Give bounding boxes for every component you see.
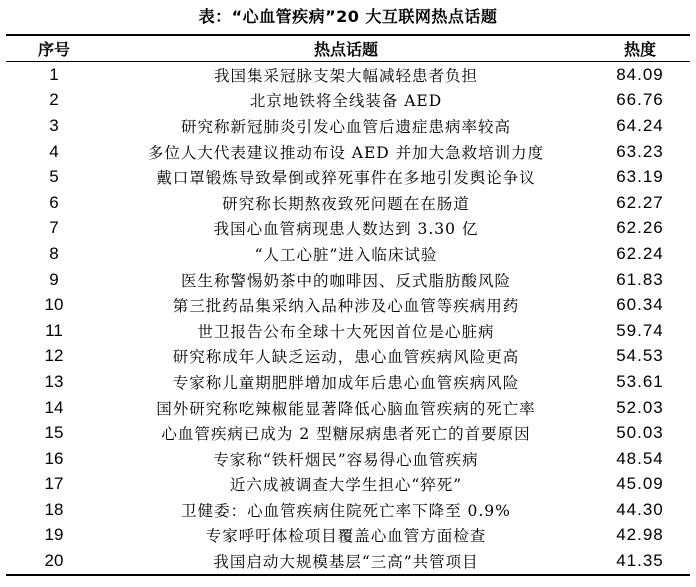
table-row — [6, 420, 690, 446]
row-index: 5 — [49, 167, 59, 187]
row-topic: 戴口罩锻炼导致晕倒或猝死事件在多地引发舆论争议 — [156, 169, 536, 188]
row-index: 15 — [44, 423, 64, 443]
table-row — [6, 548, 690, 575]
row-heat: 62.26 — [616, 218, 664, 238]
row-index: 9 — [49, 269, 59, 289]
row-topic: 专家称“铁杆烟民”容易得心血管疾病 — [213, 450, 479, 469]
row-index: 18 — [44, 499, 64, 519]
table-row — [6, 497, 690, 523]
row-heat: 48.54 — [616, 448, 664, 468]
row-heat: 45.09 — [616, 474, 664, 494]
row-index: 19 — [44, 525, 64, 545]
row-heat: 54.53 — [616, 346, 664, 366]
row-index: 6 — [49, 192, 59, 212]
row-index: 13 — [44, 371, 64, 391]
row-topic: 研究称长期熬夜致死问题在在肠道 — [222, 194, 470, 213]
row-heat: 62.27 — [616, 192, 664, 212]
row-topic: 专家呼吁体检项目覆盖心血管方面检查 — [205, 527, 487, 546]
row-heat: 42.98 — [616, 525, 664, 545]
row-heat: 66.76 — [616, 90, 664, 110]
column-header-heat: 热度 — [623, 40, 656, 59]
table-header — [6, 35, 690, 62]
table-row — [6, 164, 690, 190]
row-topic: “人工心脏”进入临床试验 — [254, 245, 438, 264]
table-row — [6, 446, 690, 472]
row-index: 12 — [44, 346, 64, 366]
row-topic: 卫健委：心血管疾病住院死亡率下降至 0.9% — [181, 501, 511, 520]
column-header-index: 序号 — [37, 40, 70, 59]
row-heat: 63.23 — [616, 141, 664, 161]
row-topic: 研究称成年人缺乏运动，患心血管疾病风险更高 — [172, 348, 520, 367]
row-heat: 84.09 — [616, 64, 664, 84]
row-topic: 医生称警惕奶茶中的咖啡因、反式脂肪酸风险 — [180, 271, 511, 290]
row-index: 10 — [44, 295, 64, 315]
row-index: 14 — [44, 397, 64, 417]
row-heat: 60.34 — [616, 295, 664, 315]
row-topic: 专家称儿童期肥胖增加成年后患心血管疾病风险 — [172, 373, 520, 392]
table-row — [6, 318, 690, 344]
row-heat: 62.24 — [616, 243, 664, 263]
row-heat: 44.30 — [616, 499, 664, 519]
table-row — [6, 88, 690, 114]
row-topic: 世卫报告公布全球十大死因首位是心脏病 — [197, 322, 495, 341]
table-row — [6, 369, 690, 395]
row-index: 17 — [44, 474, 64, 494]
row-heat: 52.03 — [616, 397, 664, 417]
table-title: 表：“心血管疾病”20 大互联网热点话题 — [198, 7, 498, 26]
row-index: 1 — [49, 64, 59, 84]
table-row — [6, 395, 690, 421]
row-topic: 近六成被调查大学生担心“猝死” — [229, 476, 463, 495]
table-row — [6, 472, 690, 498]
table-row — [6, 344, 690, 370]
row-index: 3 — [49, 115, 59, 135]
table-body — [6, 62, 690, 575]
row-index: 4 — [49, 141, 59, 161]
row-heat: 41.35 — [616, 551, 664, 571]
row-index: 7 — [49, 218, 59, 238]
table-row — [6, 139, 690, 165]
table-row — [6, 241, 690, 267]
table-row — [6, 216, 690, 242]
row-topic: 我国心血管病现患人数达到 3.30 亿 — [213, 220, 479, 239]
row-topic: 我国启动大规模基层“三高”共管项目 — [213, 553, 479, 572]
table-row — [6, 62, 690, 88]
table-row — [6, 523, 690, 549]
row-topic: 我国集采冠脉支架大幅减轻患者负担 — [213, 66, 478, 85]
row-topic: 国外研究称吃辣椒能显著降低心脑血管疾病的死亡率 — [156, 399, 536, 418]
table-row — [6, 113, 690, 139]
row-index: 8 — [49, 243, 59, 263]
row-heat: 61.83 — [616, 269, 664, 289]
row-topic: 多位人大代表建议推动布设 AED 并加大急救培训力度 — [147, 143, 545, 162]
row-topic: 北京地铁将全线装备 AED — [249, 92, 443, 111]
row-heat: 64.24 — [616, 115, 664, 135]
row-index: 2 — [49, 90, 59, 110]
header-row — [6, 35, 690, 62]
row-heat: 63.19 — [616, 167, 664, 187]
table-row — [6, 292, 690, 318]
row-index: 11 — [45, 320, 63, 340]
row-index: 20 — [44, 551, 64, 571]
row-topic: 心血管疾病已成为 2 型糖尿病患者死亡的首要原因 — [161, 425, 531, 444]
row-heat: 53.61 — [616, 371, 664, 391]
row-heat: 50.03 — [616, 423, 664, 443]
row-topic: 研究称新冠肺炎引发心血管后遗症患病率较高 — [180, 117, 511, 136]
row-topic: 第三批药品集采纳入品种涉及心血管等疾病用药 — [172, 297, 520, 316]
table-row — [6, 267, 690, 293]
row-index: 16 — [44, 448, 64, 468]
table-row — [6, 190, 690, 216]
column-header-topic: 热点话题 — [313, 40, 378, 59]
hot-topics-table — [6, 34, 690, 576]
row-heat: 59.74 — [616, 320, 664, 340]
